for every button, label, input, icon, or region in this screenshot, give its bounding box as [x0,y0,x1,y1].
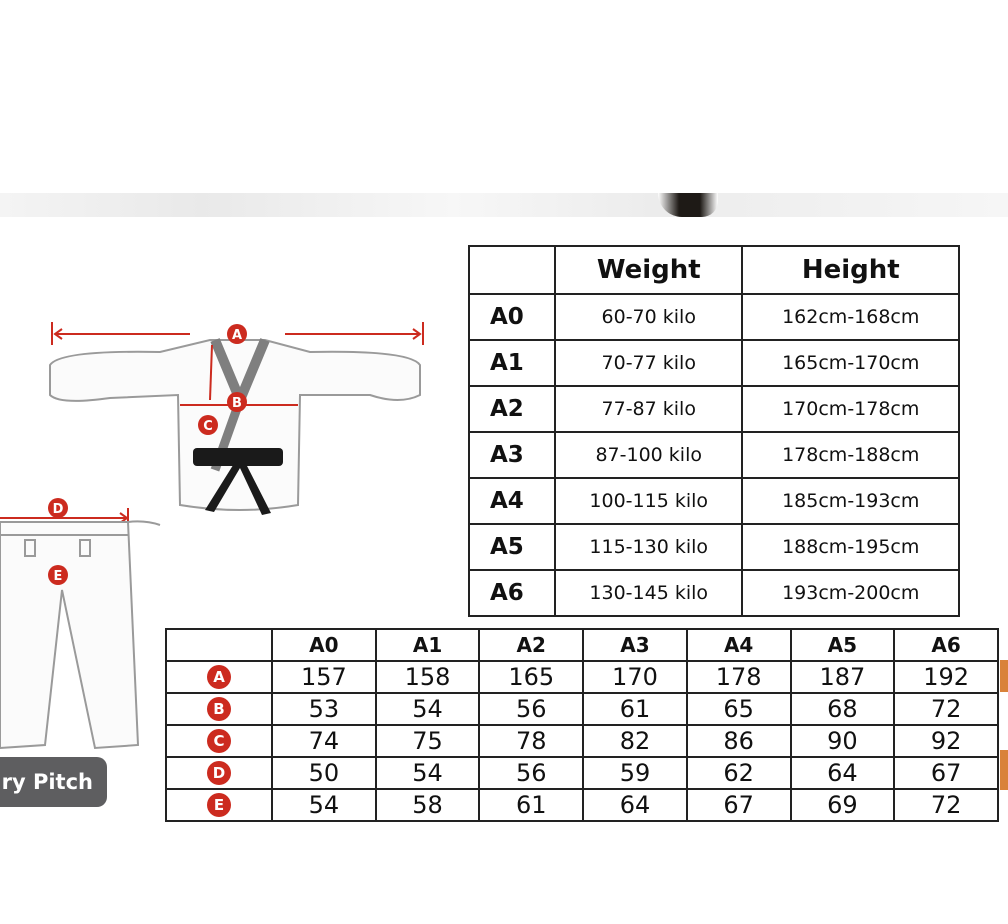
size-label: A0 [469,294,555,340]
top-banner-strip [0,193,1008,217]
row-marker [166,693,272,725]
size-label: A3 [469,432,555,478]
height-cell: 165cm-170cm [742,340,959,386]
measure-cell: 59 [583,757,687,789]
size-label: A4 [469,478,555,524]
table-row [166,693,998,725]
marker-b-icon: B [207,697,231,721]
measure-cell: 61 [479,789,583,821]
marker-c-icon [198,415,218,435]
brand-badge: ry Pitch [0,757,107,807]
size-table-header [469,246,959,294]
marker-d-icon: D [207,761,231,785]
size-col-header: A1 [376,629,480,661]
size-chart-table [468,245,960,617]
weight-cell: 60-70 kilo [555,294,742,340]
measure-cell: 56 [479,693,583,725]
weight-cell: 100-115 kilo [555,478,742,524]
marker-a-icon [227,324,247,344]
table-row [469,524,959,570]
table-row [469,432,959,478]
weight-cell: 77-87 kilo [555,386,742,432]
table-row [166,725,998,757]
measure-cell: 58 [376,789,480,821]
height-cell: 162cm-168cm [742,294,959,340]
table-row [469,340,959,386]
size-col-header: A2 [479,629,583,661]
svg-text:B: B [232,396,242,411]
height-cell: 178cm-188cm [742,432,959,478]
height-cell: 193cm-200cm [742,570,959,616]
measure-cell: 158 [376,661,480,693]
measure-cell: 72 [894,789,998,821]
table-row [469,478,959,524]
pants-outline [0,521,160,748]
corner-cell [166,629,272,661]
measure-cell: 187 [791,661,895,693]
table-row [166,661,998,693]
marker-c-icon: C [207,729,231,753]
measure-cell: 170 [583,661,687,693]
marker-a-icon: A [207,665,231,689]
weight-cell: 130-145 kilo [555,570,742,616]
measure-cell: 192 [894,661,998,693]
right-edge-accent [1000,750,1008,790]
marker-b-icon [227,392,247,412]
table-row [469,386,959,432]
measure-cell: 54 [272,789,376,821]
size-col-header: A5 [791,629,895,661]
measure-cell: 54 [376,757,480,789]
marker-d-icon [48,498,68,518]
svg-text:A: A [231,328,243,343]
measure-cell: 157 [272,661,376,693]
size-label: A6 [469,570,555,616]
measure-cell: 65 [687,693,791,725]
measurement-table [165,628,999,822]
measure-cell: 75 [376,725,480,757]
size-col-header: A3 [583,629,687,661]
size-col-header: A4 [687,629,791,661]
measure-cell: 78 [479,725,583,757]
svg-text:D: D [52,502,64,517]
table-row [469,294,959,340]
size-label: A5 [469,524,555,570]
right-edge-accent [1000,660,1008,692]
measure-cell: 56 [479,757,583,789]
height-cell: 170cm-178cm [742,386,959,432]
weight-header: Weight [555,246,742,294]
table-row [166,757,998,789]
size-label: A1 [469,340,555,386]
weight-cell: 115-130 kilo [555,524,742,570]
measure-cell: 50 [272,757,376,789]
weight-cell: 70-77 kilo [555,340,742,386]
row-marker [166,725,272,757]
measure-cell: 67 [894,757,998,789]
measure-cell: 69 [791,789,895,821]
measure-cell: 74 [272,725,376,757]
measure-cell: 61 [583,693,687,725]
size-col-header: A0 [272,629,376,661]
height-header: Height [742,246,959,294]
measure-cell: 64 [583,789,687,821]
marker-e-icon: E [207,793,231,817]
height-cell: 185cm-193cm [742,478,959,524]
marker-e-icon [48,565,68,585]
table-row [469,570,959,616]
row-marker [166,757,272,789]
measure-cell: 54 [376,693,480,725]
measure-cell: 72 [894,693,998,725]
measure-cell: 67 [687,789,791,821]
measure-cell: 68 [791,693,895,725]
svg-text:C: C [203,419,213,434]
height-cell: 188cm-195cm [742,524,959,570]
measure-cell: 86 [687,725,791,757]
row-marker [166,661,272,693]
measure-cell: 53 [272,693,376,725]
row-marker [166,789,272,821]
table-row [166,789,998,821]
size-col-header: A6 [894,629,998,661]
measure-cell: 165 [479,661,583,693]
measure-cell: 64 [791,757,895,789]
measure-cell: 178 [687,661,791,693]
measure-cell: 90 [791,725,895,757]
measure-cell: 92 [894,725,998,757]
weight-cell: 87-100 kilo [555,432,742,478]
size-header-empty [469,246,555,294]
measure-cell: 62 [687,757,791,789]
measure-cell: 82 [583,725,687,757]
svg-text:E: E [53,569,63,584]
size-label: A2 [469,386,555,432]
measure-table-header [166,629,998,661]
